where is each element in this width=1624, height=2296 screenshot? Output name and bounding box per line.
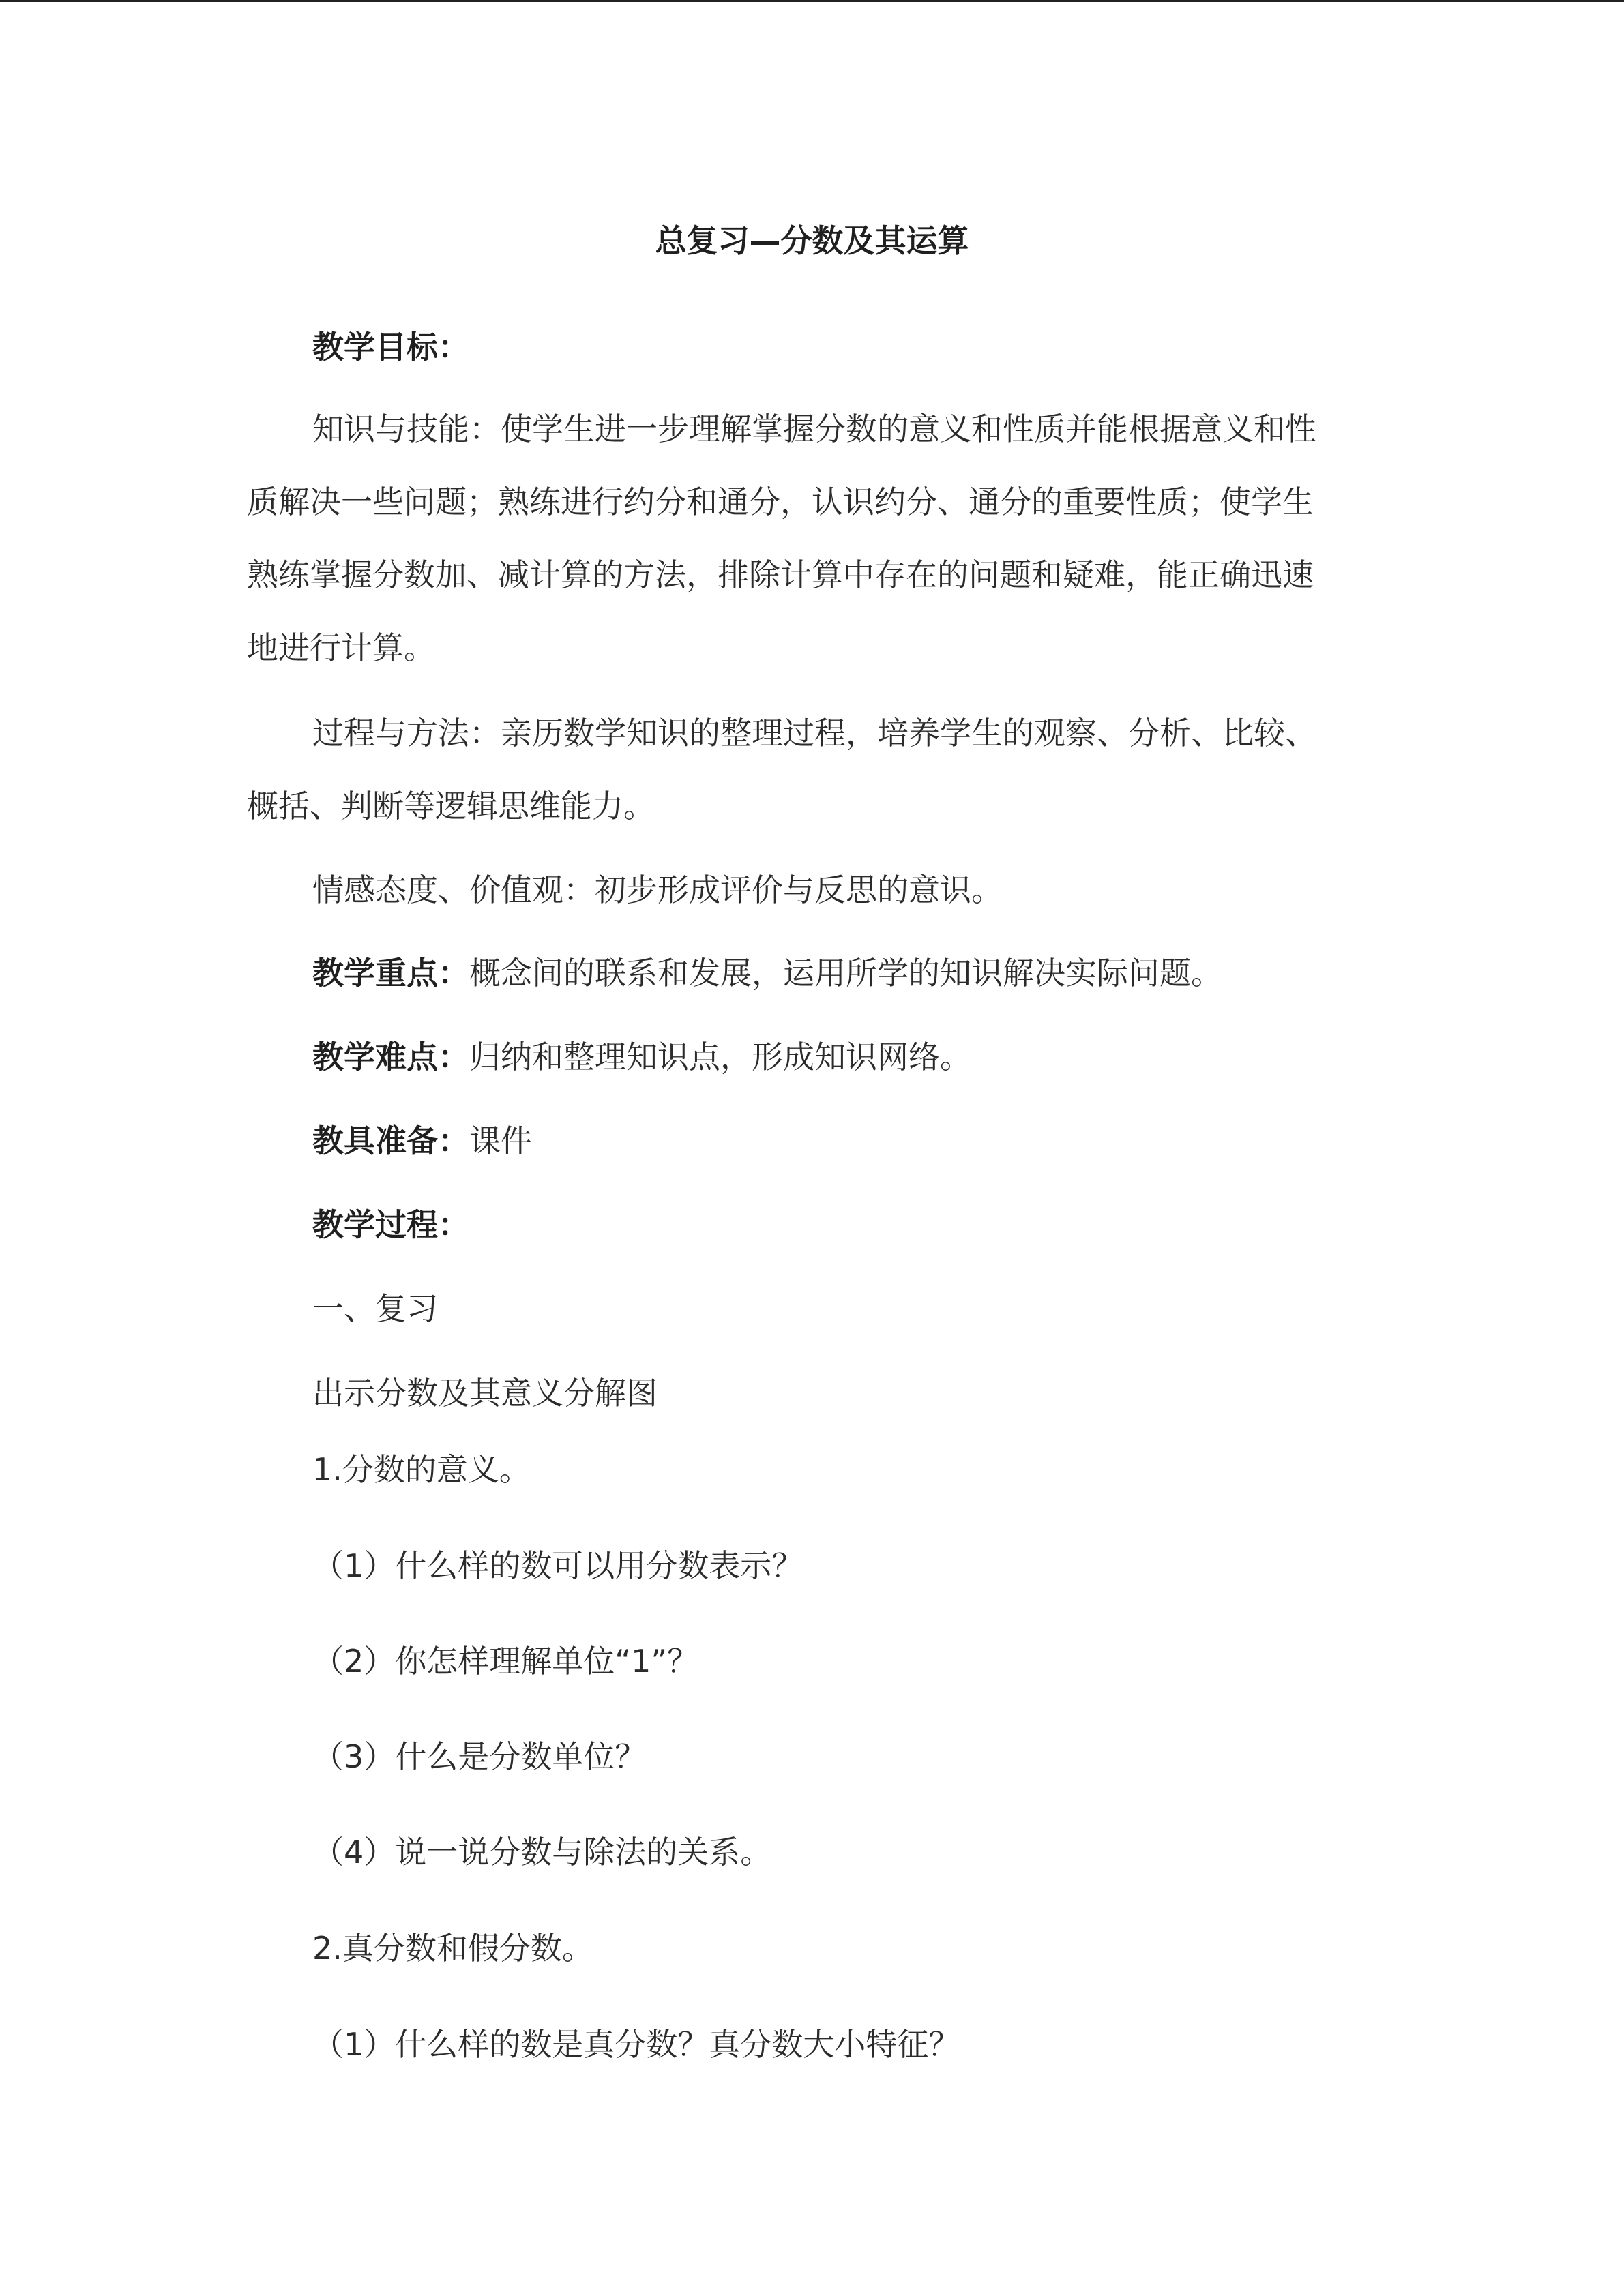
- difficulties-text: 归纳和整理知识点，形成知识网络。: [469, 1039, 971, 1075]
- question-1-2: （2）你怎样理解单位“1”？: [312, 1643, 699, 1680]
- difficulties-line: [312, 1033, 971, 1081]
- knowledge-line-4: 地进行计算。: [247, 629, 435, 666]
- question-2-1: （1）什么样的数是真分数？真分数大小特征？: [312, 2026, 960, 2063]
- materials-label: 教具准备：: [312, 1122, 469, 1159]
- question-1-4: （4）说一说分数与除法的关系。: [312, 1834, 772, 1870]
- process-method-line-1: 过程与方法：亲历数学知识的整理过程，培养学生的观察、分析、比较、: [312, 715, 1316, 751]
- show-diagram-line: 出示分数及其意义分解图: [312, 1375, 658, 1412]
- key-points-label: 教学重点：: [312, 955, 469, 992]
- process-method-line-2: 概括、判断等逻辑思维能力。: [247, 788, 655, 824]
- objectives-heading: 教学目标：: [312, 329, 469, 366]
- knowledge-line-2: 质解决一些问题；熟练进行约分和通分，认识约分、通分的重要性质；使学生: [247, 483, 1314, 520]
- item-proper-improper-fractions: 2.真分数和假分数。: [312, 1930, 593, 1967]
- emotion-attitude-line: 情感态度、价值观：初步形成评价与反思的意识。: [312, 871, 1003, 908]
- knowledge-line-3: 熟练掌握分数加、减计算的方法，排除计算中存在的问题和疑难，能正确迅速: [247, 556, 1314, 593]
- section-review-heading: 一、复习: [312, 1290, 438, 1327]
- materials-line: [312, 1117, 532, 1165]
- process-heading: 教学过程：: [312, 1206, 469, 1243]
- key-points-text: 概念间的联系和发展，运用所学的知识解决实际问题。: [469, 955, 1222, 992]
- question-1-1: （1）什么样的数可以用分数表示？: [312, 1547, 803, 1584]
- document-title: 总复习—分数及其运算: [655, 222, 969, 259]
- difficulties-label: 教学难点：: [312, 1039, 469, 1075]
- knowledge-line-1: 知识与技能：使学生进一步理解掌握分数的意义和性质并能根据意义和性: [312, 411, 1316, 447]
- key-points-line: [312, 949, 1222, 997]
- materials-text: 课件: [469, 1122, 532, 1159]
- question-1-3: （3）什么是分数单位？: [312, 1738, 647, 1775]
- item-fraction-meaning: 1.分数的意义。: [312, 1451, 531, 1488]
